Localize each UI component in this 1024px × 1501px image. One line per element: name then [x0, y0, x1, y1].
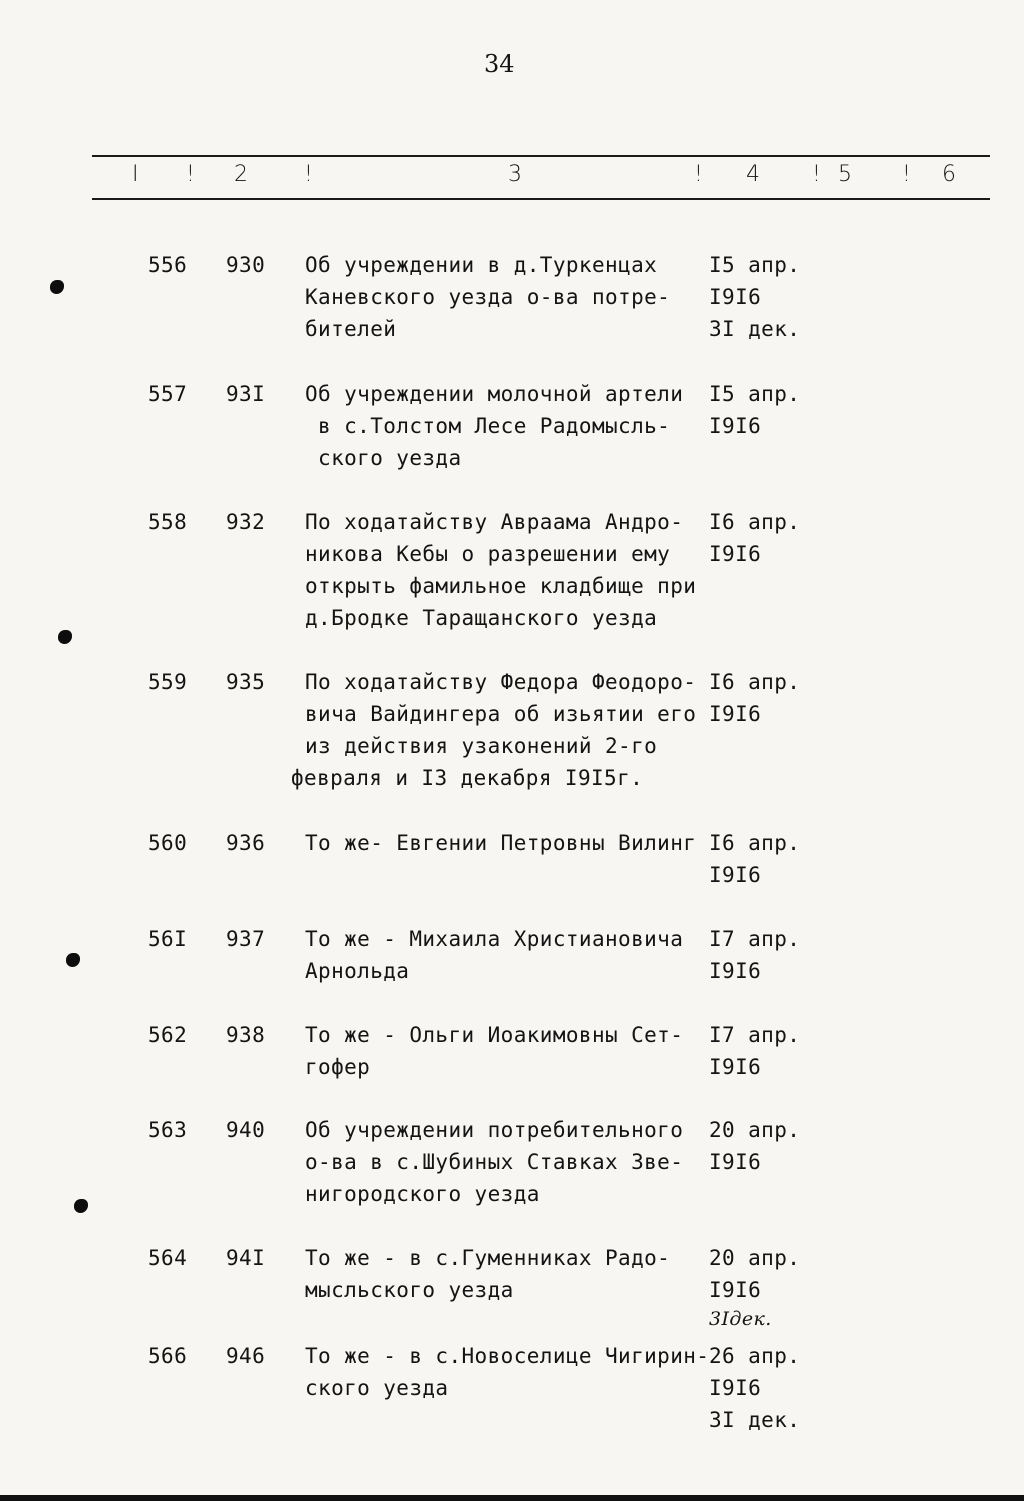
date-line: I7 апр.	[709, 927, 801, 951]
record-description	[305, 827, 705, 859]
record-dates	[709, 506, 819, 570]
date-line: I9I6	[709, 959, 762, 983]
file-number: 930	[226, 253, 266, 277]
date-line: I9I6	[709, 1055, 762, 1079]
date-line: I9I6	[709, 542, 762, 566]
record-dates	[709, 1114, 819, 1178]
date-line: I6 апр.	[709, 670, 801, 694]
description-line: из действия узаконений 2-го	[305, 734, 658, 758]
date-line: I7 апр.	[709, 1023, 801, 1047]
description-line: ского уезда	[305, 446, 462, 470]
record-dates	[709, 249, 819, 345]
record-description	[305, 378, 705, 474]
column-header-6: 6	[942, 162, 956, 187]
date-line: 26 апр.	[709, 1344, 801, 1368]
page-number: 34	[484, 50, 515, 78]
column-separator: !	[812, 162, 821, 187]
record-number: 56I	[148, 927, 188, 951]
file-number: 940	[226, 1118, 266, 1142]
column-header-3: 3	[508, 162, 522, 187]
description-line: Об учреждении в д.Туркенцах	[305, 253, 658, 277]
date-line: 20 апр.	[709, 1118, 801, 1142]
record-description	[305, 1242, 705, 1306]
description-line: гофер	[305, 1055, 371, 1079]
description-line: мысльского уезда	[305, 1278, 514, 1302]
description-line: д.Бродке Таращанского уезда	[305, 606, 658, 630]
punch-hole	[66, 953, 80, 967]
record-dates	[709, 1340, 819, 1436]
date-line: I6 апр.	[709, 831, 801, 855]
description-line: То же - Михаила Христиановича	[305, 927, 684, 951]
record-number: 557	[148, 382, 188, 406]
date-line: I9I6	[709, 1278, 762, 1302]
record-number: 560	[148, 831, 188, 855]
record-dates	[709, 666, 819, 730]
record-number: 566	[148, 1344, 188, 1368]
column-header-1: I	[132, 162, 139, 187]
column-separator: !	[694, 162, 703, 187]
column-separator: !	[902, 162, 911, 187]
date-line: I9I6	[709, 285, 762, 309]
description-line: То же - в с.Гуменниках Радо-	[305, 1246, 671, 1270]
record-number: 563	[148, 1118, 188, 1142]
column-header-4: 4	[746, 162, 760, 187]
date-line: I9I6	[709, 1150, 762, 1174]
description-line: Об учреждении потребительного	[305, 1118, 684, 1142]
date-line: 3I дек.	[709, 317, 801, 341]
date-line: I5 апр.	[709, 382, 801, 406]
record-dates	[709, 827, 819, 891]
column-header-row	[0, 162, 1024, 190]
file-number: 932	[226, 510, 266, 534]
record-dates	[709, 378, 819, 442]
record-description	[305, 1019, 705, 1083]
description-line: февраля и I3 декабря I9I5г.	[291, 766, 644, 790]
description-line: То же - Ольги Иоакимовны Сет-	[305, 1023, 684, 1047]
record-number: 562	[148, 1023, 188, 1047]
record-number: 556	[148, 253, 188, 277]
description-line: ского уезда	[305, 1376, 449, 1400]
file-number: 938	[226, 1023, 266, 1047]
date-line: I9I6	[709, 414, 762, 438]
punch-hole	[58, 630, 72, 644]
header-rule-top	[92, 155, 990, 157]
file-number: 936	[226, 831, 266, 855]
record-dates	[709, 923, 819, 987]
record-dates	[709, 1242, 819, 1332]
record-dates	[709, 1019, 819, 1083]
date-line: I9I6	[709, 702, 762, 726]
description-line: о-ва в с.Шубиных Ставках Зве-	[305, 1150, 684, 1174]
column-separator: !	[304, 162, 313, 187]
record-description	[305, 923, 705, 987]
description-line: Арнольда	[305, 959, 410, 983]
file-number: 946	[226, 1344, 266, 1368]
date-line: I9I6	[709, 1376, 762, 1400]
header-rule-bottom	[92, 198, 990, 200]
record-number: 564	[148, 1246, 188, 1270]
date-line: I5 апр.	[709, 253, 801, 277]
record-number: 558	[148, 510, 188, 534]
punch-hole	[74, 1199, 88, 1213]
handwritten-date-note: 3Iдек.	[709, 1308, 772, 1330]
record-number: 559	[148, 670, 188, 694]
description-line: открыть фамильное кладбище при	[305, 574, 697, 598]
description-line: нигородского уезда	[305, 1182, 540, 1206]
scan-edge-bar	[0, 1495, 1024, 1501]
date-line: I9I6	[709, 863, 762, 887]
file-number: 93I	[226, 382, 266, 406]
description-line: в с.Толстом Лесе Радомысль-	[305, 414, 671, 438]
file-number: 935	[226, 670, 266, 694]
file-number: 937	[226, 927, 266, 951]
description-line: вича Вайдингера об изьятии его	[305, 702, 697, 726]
record-description	[305, 506, 705, 634]
record-description	[305, 1114, 705, 1210]
description-line: бителей	[305, 317, 397, 341]
column-header-2: 2	[234, 162, 248, 187]
description-line: По ходатайству Авраама Андро-	[305, 510, 684, 534]
description-line: То же - в с.Новоселице Чигирин-	[305, 1344, 710, 1368]
date-line: 20 апр.	[709, 1246, 801, 1270]
file-number: 94I	[226, 1246, 266, 1270]
column-header-5: 5	[838, 162, 852, 187]
record-description	[305, 249, 705, 345]
punch-hole	[50, 280, 64, 294]
description-line: Об учреждении молочной артели	[305, 382, 684, 406]
description-line: По ходатайству Федора Феодоро-	[305, 670, 697, 694]
record-description	[305, 1340, 710, 1404]
description-line: никова Кебы о разрешении ему	[305, 542, 671, 566]
column-separator: !	[186, 162, 195, 187]
description-line: То же- Евгении Петровны Вилинг	[305, 831, 697, 855]
date-line: 3I дек.	[709, 1408, 801, 1432]
date-line: I6 апр.	[709, 510, 801, 534]
record-description	[291, 666, 705, 794]
description-line: Каневского уезда о-ва потре-	[305, 285, 671, 309]
